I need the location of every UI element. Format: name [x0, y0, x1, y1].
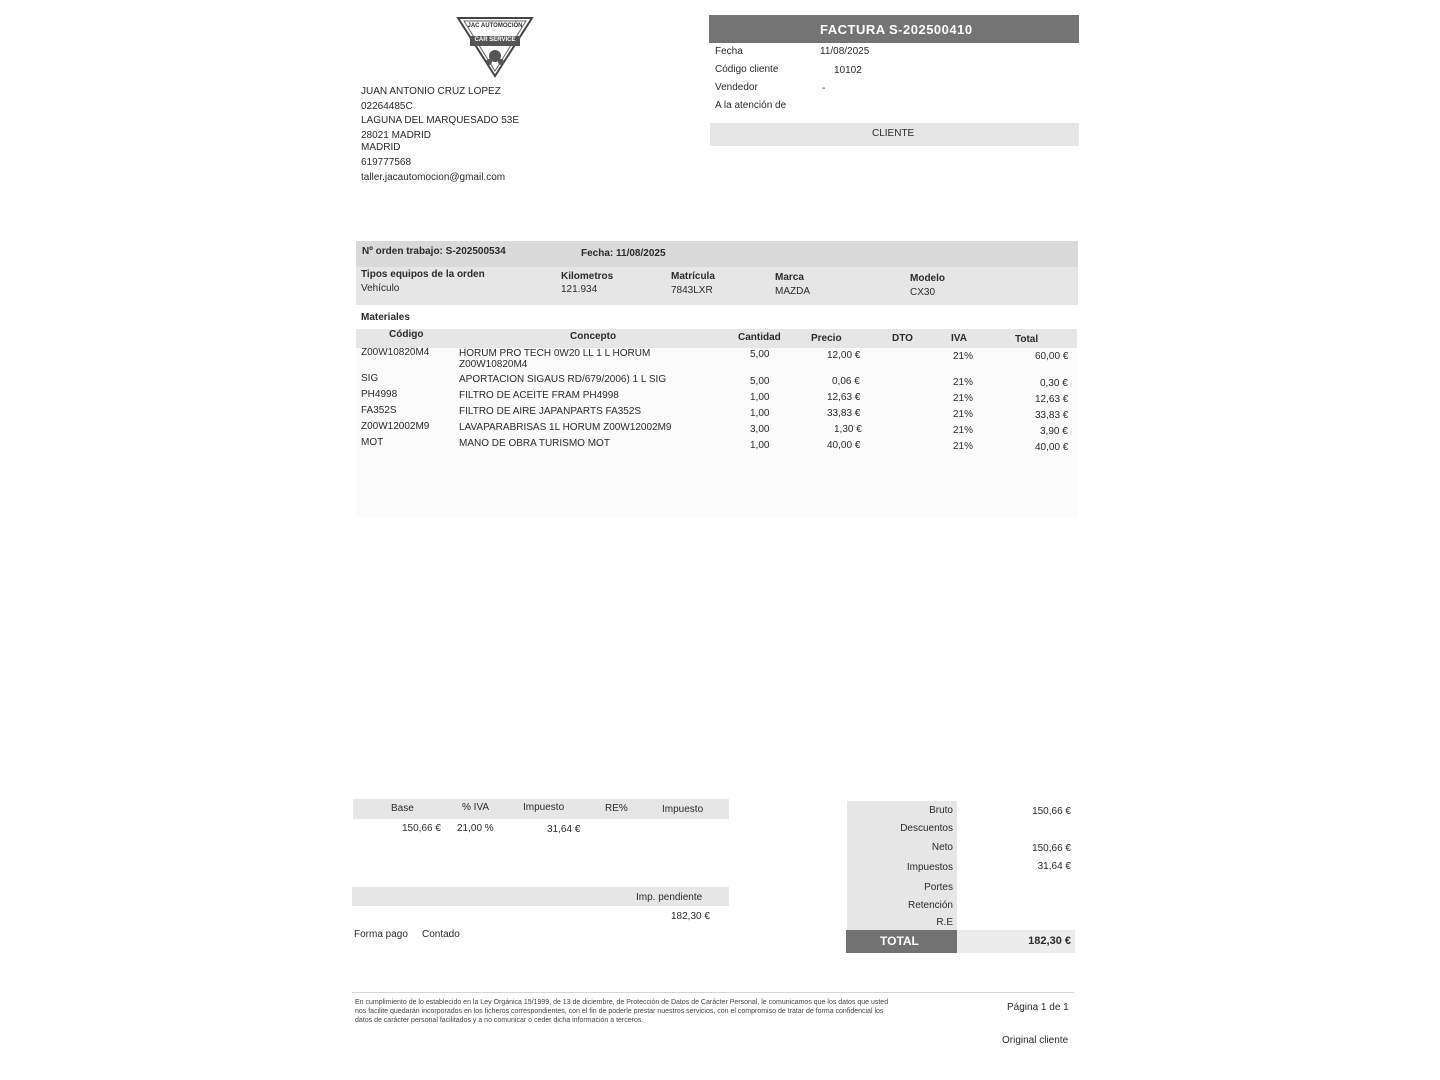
total-value-bar	[957, 930, 1075, 953]
row-total: 0,30 €	[1040, 378, 1068, 389]
client-nif: 02264485C	[361, 100, 413, 112]
row-total: 40,00 €	[1035, 442, 1069, 453]
copy-label: Original cliente	[1002, 1035, 1069, 1046]
cliente-section-label: CLIENTE	[872, 128, 915, 139]
materials-header	[356, 329, 1077, 348]
row-codigo: FA352S	[361, 405, 397, 416]
table-row	[356, 421, 1077, 437]
pending-label: Imp. pendiente	[636, 892, 703, 903]
col-cantidad: Cantidad	[738, 332, 781, 343]
client-phone: 619777568	[361, 156, 412, 168]
marca-label: Marca	[775, 272, 804, 283]
work-order-number: Nº orden trabajo: S-202500534	[362, 246, 506, 257]
row-concepto: HORUM PRO TECH 0W20 LL 1 L HORUM	[459, 348, 651, 359]
row-precio: 12,63 €	[827, 392, 861, 403]
fecha-label: Fecha	[715, 46, 743, 57]
codigo-cliente-value: 10102	[834, 65, 862, 76]
row-iva: 21%	[953, 351, 974, 362]
atencion-label: A la atención de	[715, 100, 787, 111]
row-codigo: Z00W10820M4	[361, 347, 430, 358]
total-label: TOTAL	[880, 934, 919, 948]
table-row	[356, 389, 1077, 405]
fecha-value: 11/08/2025	[820, 46, 870, 57]
row-iva: 21%	[953, 425, 974, 436]
client-email: taller.jacautomocion@gmail.com	[361, 171, 506, 183]
table-row	[356, 405, 1077, 421]
impuestos-label: Impuestos	[906, 862, 953, 873]
retencion-label: Retención	[907, 900, 953, 911]
row-concepto: FILTRO DE ACEITE FRAM PH4998	[459, 390, 619, 401]
table-row	[356, 437, 1077, 453]
work-order-date: Fecha: 11/08/2025	[581, 248, 666, 259]
work-order-bar	[356, 241, 1078, 267]
matricula-label: Matrícula	[671, 271, 715, 282]
row-precio: 1,30 €	[834, 424, 862, 435]
tax-col-pct-iva: % IVA	[462, 802, 490, 813]
vendedor-value: -	[822, 83, 826, 94]
bruto-value: 150,66 €	[1032, 806, 1071, 817]
tax-impuesto-value: 31,64 €	[547, 824, 581, 835]
page-number: Página 1 de 1	[1007, 1002, 1069, 1013]
totals-labels-panel	[847, 801, 957, 932]
total-value: 182,30 €	[1028, 935, 1071, 947]
company-logo	[456, 16, 534, 78]
client-postal-city: 28021 MADRID	[361, 129, 432, 141]
totals-values-panel	[957, 801, 1075, 932]
modelo-label: Modelo	[910, 273, 945, 284]
row-total: 3,90 €	[1040, 426, 1068, 437]
tax-summary-header	[353, 799, 729, 819]
tax-col-impuesto2: Impuesto	[662, 804, 704, 815]
descuentos-label: Descuentos	[900, 823, 953, 834]
col-dto: DTO	[892, 333, 913, 344]
neto-value: 150,66 €	[1032, 843, 1071, 854]
row-concepto: MANO DE OBRA TURISMO MOT	[459, 438, 610, 449]
matricula-value: 7843LXR	[671, 285, 713, 296]
pending-value: 182,30 €	[671, 911, 710, 922]
footer-divider	[352, 992, 1074, 993]
row-precio: 12,00 €	[827, 350, 861, 361]
col-concepto: Concepto	[570, 331, 617, 342]
row-precio: 33,83 €	[827, 408, 861, 419]
re-label: R.E	[936, 917, 953, 928]
col-iva: IVA	[951, 333, 967, 344]
tipo-label: Tipos equipos de la orden	[361, 269, 485, 280]
client-province: MADRID	[361, 142, 401, 154]
row-precio: 0,06 €	[832, 376, 860, 387]
total-label-bar	[846, 930, 957, 953]
table-row	[356, 373, 1077, 389]
legal-line-3: datos de carácter personal facilitados y a no comunicar o ceder dicha información a terceros.	[355, 1017, 644, 1024]
forma-pago-value: Contado	[422, 929, 460, 940]
row-codigo: Z00W12002M9	[361, 421, 430, 432]
col-total: Total	[1015, 334, 1039, 345]
neto-label: Neto	[931, 842, 953, 853]
km-value: 121.934	[561, 284, 598, 295]
impuestos-value: 31,64 €	[1037, 861, 1071, 872]
client-address-block	[361, 85, 519, 185]
tipo-value: Vehículo	[361, 283, 400, 294]
row-precio: 40,00 €	[827, 440, 861, 451]
marca-value: MAZDA	[775, 286, 810, 297]
tax-col-impuesto: Impuesto	[523, 802, 565, 813]
row-cantidad: 5,00	[750, 349, 770, 360]
tax-col-base: Base	[391, 803, 414, 814]
row-iva: 21%	[953, 441, 974, 452]
row-codigo: SIG	[361, 373, 379, 384]
km-label: Kilometros	[561, 271, 614, 282]
row-codigo: MOT	[361, 437, 384, 448]
row-cantidad: 3,00	[750, 424, 770, 435]
row-cantidad: 5,00	[750, 376, 770, 387]
codigo-cliente-label: Código cliente	[715, 64, 779, 75]
row-concepto-line2: Z00W10820M4	[459, 359, 528, 370]
tax-base-value: 150,66 €	[402, 823, 441, 834]
table-row	[356, 347, 1077, 370]
legal-notice	[355, 998, 977, 1025]
tax-col-re: RE%	[605, 803, 628, 814]
row-iva: 21%	[953, 393, 974, 404]
legal-line-1: En cumplimiento de lo establecido en la Ley Orgánica 15/1999, de 13 de diciembre, de Protección de Datos de Carácter Personal, le comunicamos que los datos que usted	[355, 999, 889, 1006]
materials-title: Materiales	[361, 312, 410, 323]
client-address: LAGUNA DEL MARQUESADO 53E	[361, 115, 520, 127]
row-iva: 21%	[953, 377, 974, 388]
cliente-section-bar	[710, 123, 1079, 146]
legal-line-2: nos facilite quedarán incorporados en los ficheros correspondientes, con el fin de poderle prestar nuestros servicios, con el compromiso de tratar de forma confidencial los	[355, 1008, 884, 1015]
row-total: 33,83 €	[1035, 410, 1069, 421]
pending-amount-bar	[352, 887, 729, 906]
tax-pct-iva-value: 21,00 %	[457, 823, 494, 834]
invoice-title-bar	[709, 15, 1079, 43]
tax-summary-values	[353, 819, 729, 837]
row-concepto: APORTACION SIGAUS RD/679/2006) 1 L SIG	[459, 374, 667, 385]
bruto-label: Bruto	[929, 805, 953, 816]
row-cantidad: 1,00	[750, 392, 770, 403]
invoice-number: S-202500410	[889, 22, 973, 37]
row-concepto: FILTRO DE AIRE JAPANPARTS FA352S	[459, 406, 642, 417]
row-total: 12,63 €	[1035, 394, 1069, 405]
row-iva: 21%	[953, 409, 974, 420]
vendedor-label: Vendedor	[715, 82, 758, 93]
row-codigo: PH4998	[361, 389, 398, 400]
invoice-title: FACTURA	[820, 22, 886, 37]
portes-label: Portes	[924, 882, 953, 893]
col-precio: Precio	[811, 333, 842, 344]
row-concepto: LAVAPARABRISAS 1L HORUM Z00W12002M9	[459, 422, 672, 433]
row-cantidad: 1,00	[750, 408, 770, 419]
logo-text-line2: CAR SERVICE	[474, 37, 516, 43]
client-name: JUAN ANTONIO CRUZ LOPEZ	[361, 86, 501, 97]
forma-pago-label: Forma pago	[354, 929, 408, 940]
row-cantidad: 1,00	[750, 440, 770, 451]
modelo-value: CX30	[910, 287, 936, 298]
col-codigo: Código	[389, 329, 424, 340]
row-total: 60,00 €	[1035, 351, 1069, 362]
logo-text-line1: JAC AUTOMOCIÓN	[467, 23, 523, 29]
work-order-info	[356, 267, 1078, 305]
